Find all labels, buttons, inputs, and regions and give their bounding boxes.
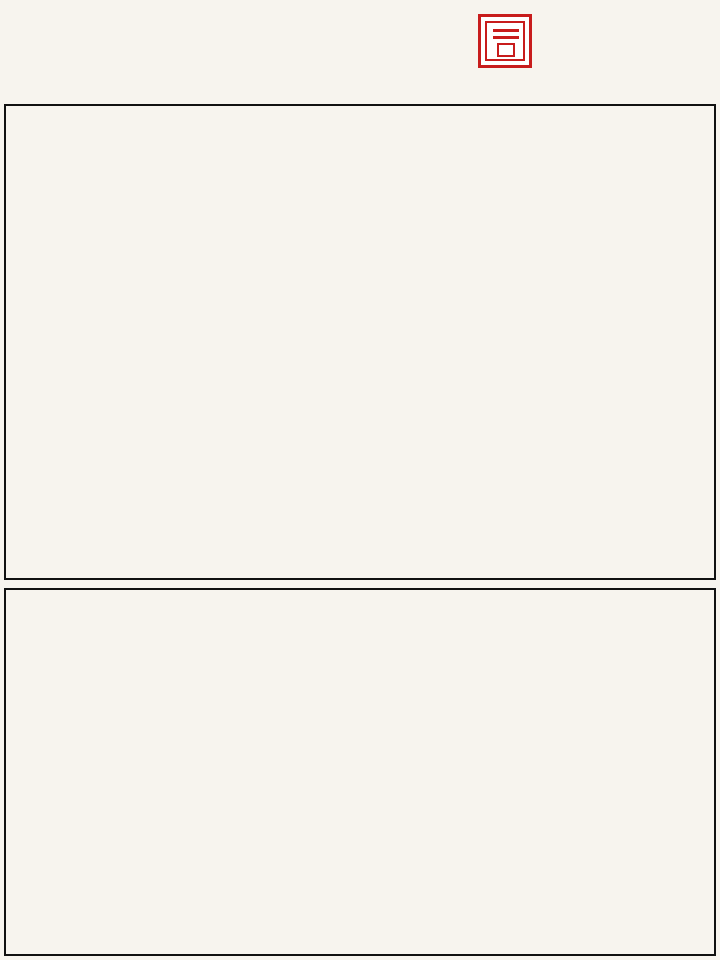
header-gender (12, 8, 492, 24)
red-seal-logo (478, 14, 532, 68)
annual-luck-grid (4, 588, 716, 956)
header-info (12, 8, 492, 24)
chart-main-grid (4, 104, 716, 580)
